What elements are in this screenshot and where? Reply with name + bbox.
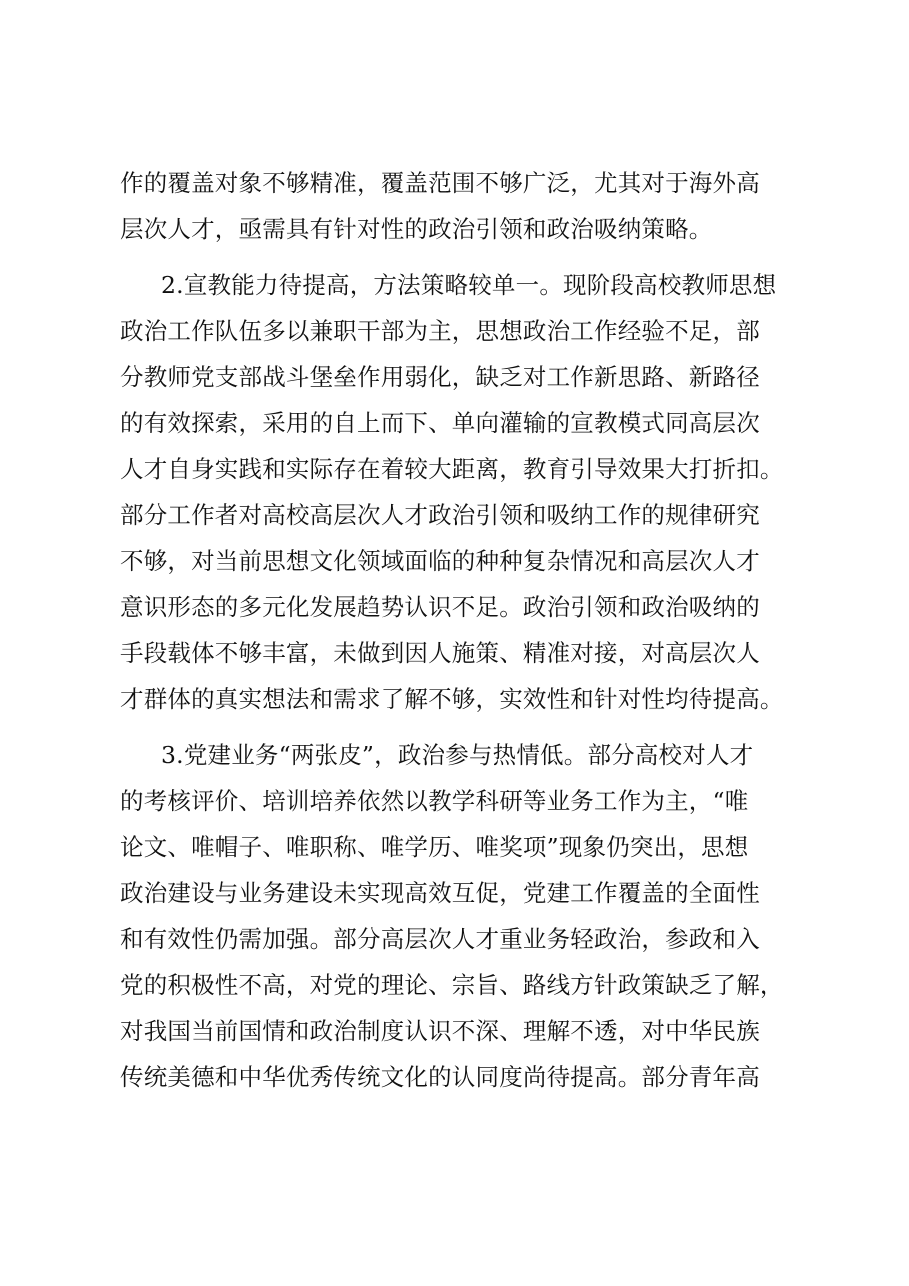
text-line: 不够，对当前思想文化领域面临的种种复杂情况和高层次人才 <box>120 547 760 575</box>
text-line: 作的覆盖对象不够精准，覆盖范围不够广泛，尤其对于海外高 <box>120 169 760 197</box>
text-line: 手段载体不够丰富，未做到因人施策、精准对接，对高层次人 <box>120 639 760 667</box>
text-line: 对我国当前国情和政治制度认识不深、理解不透，对中华民族 <box>120 1017 760 1045</box>
text-line: 3.党建业务“两张皮”，政治参与热情低。部分高校对人才 <box>161 741 754 769</box>
text-line: 意识形态的多元化发展趋势认识不足。政治引领和政治吸纳的 <box>120 593 760 621</box>
text-line: 的考核评价、培训培养依然以教学科研等业务工作为主，“唯 <box>120 787 749 815</box>
text-line: 论文、唯帽子、唯职称、唯学历、唯奖项”现象仍突出，思想 <box>120 833 749 861</box>
text-line: 党的积极性不高，对党的理论、宗旨、路线方针政策缺乏了解， <box>120 971 784 999</box>
text-line: 和有效性仍需加强。部分高层次人才重业务轻政治，参政和入 <box>120 925 760 953</box>
text-line: 传统美德和中华优秀传统文化的认同度尚待提高。部分青年高 <box>120 1063 760 1091</box>
text-line: 的有效探索，采用的自上而下、单向灌输的宣教模式同高层次 <box>120 409 760 437</box>
text-line: 人才自身实践和实际存在着较大距离，教育引导效果大打折扣。 <box>120 455 784 483</box>
text-line: 层次人才，亟需具有针对性的政治引领和政治吸纳策略。 <box>120 215 713 243</box>
text-line: 政治建设与业务建设未实现高效互促，党建工作覆盖的全面性 <box>120 879 760 907</box>
text-line: 分教师党支部战斗堡垒作用弱化，缺乏对工作新思路、新路径 <box>120 363 760 391</box>
text-line: 政治工作队伍多以兼职干部为主，思想政治工作经验不足，部 <box>120 317 760 345</box>
text-line: 部分工作者对高校高层次人才政治引领和吸纳工作的规律研究 <box>120 501 760 529</box>
text-line: 才群体的真实想法和需求了解不够，实效性和针对性均待提高。 <box>120 685 784 713</box>
text-line: 2.宣教能力待提高，方法策略较单一。现阶段高校教师思想 <box>161 271 777 299</box>
